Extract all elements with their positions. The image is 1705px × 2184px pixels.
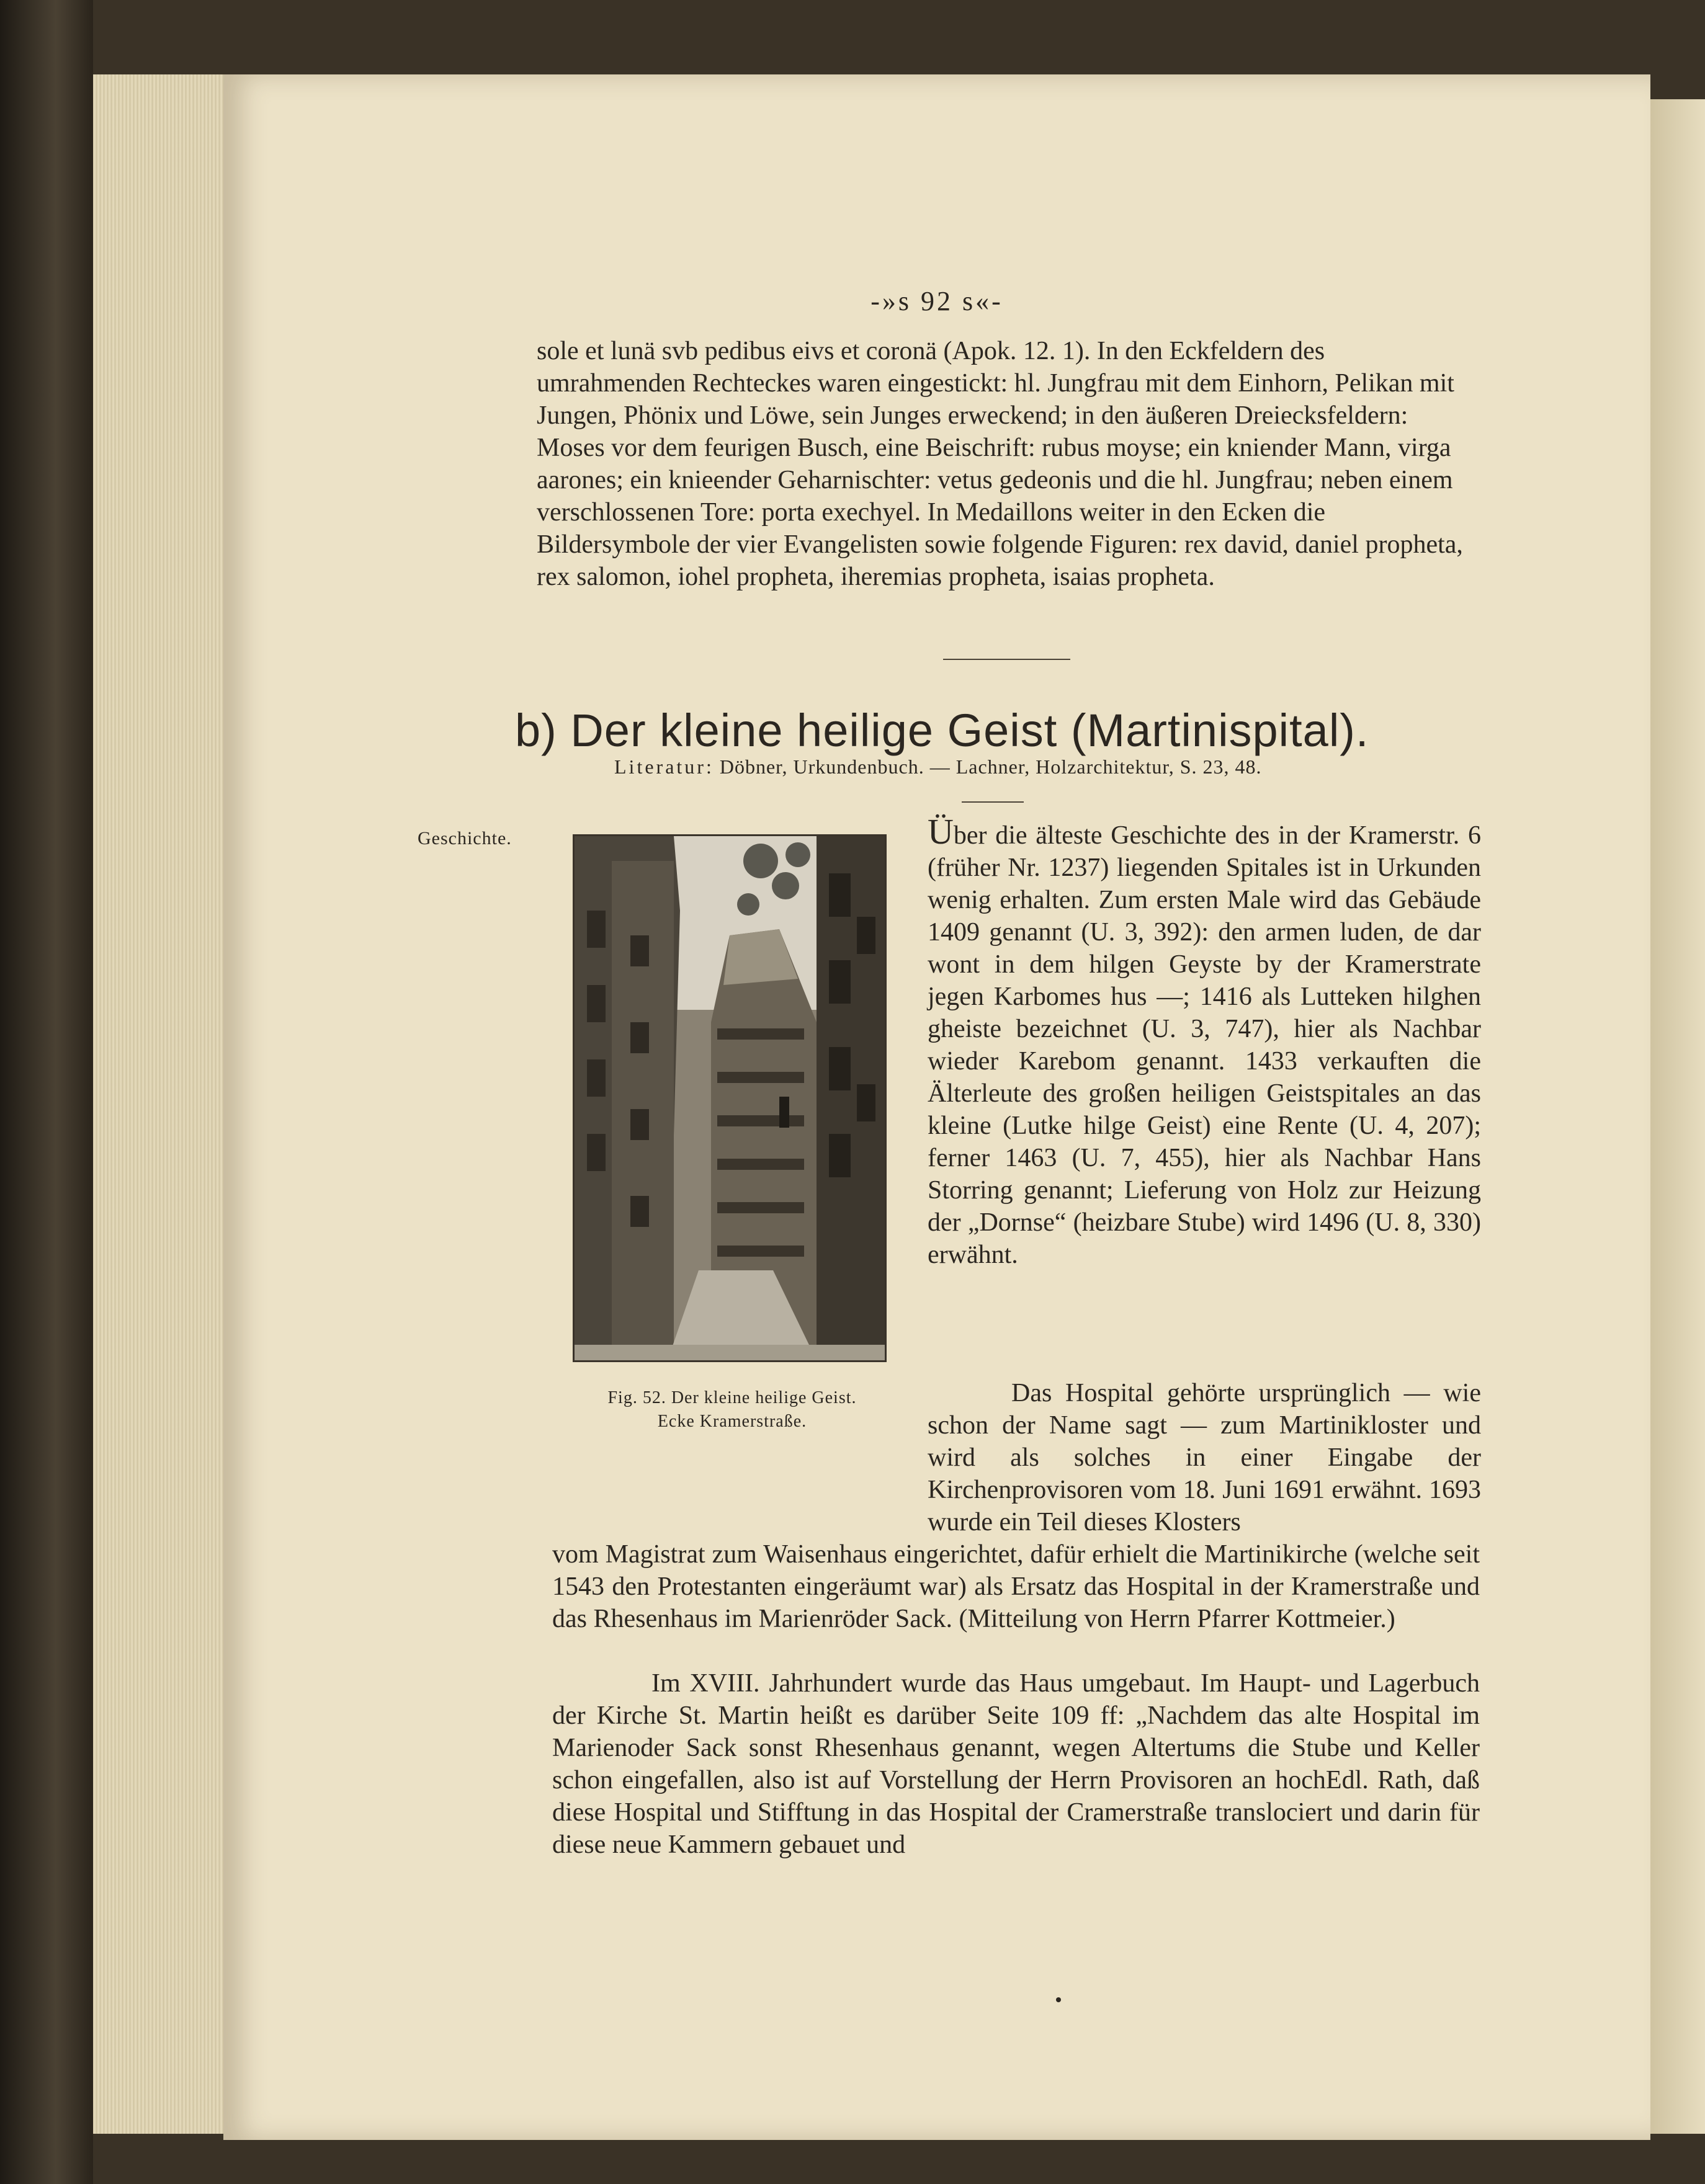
street-photo-illustration xyxy=(575,836,885,1360)
section-heading: b) Der kleine heilige Geist (Martinispital). xyxy=(515,705,1369,756)
paragraph-2-wide: vom Magistrat zum Waisenhaus eingerichtet, dafür erhielt die Martinikirche (welche seit 1543 den Protestanten eingeräumt war) als Ersatz das Hospital in der Kramerstraße und das Rhesenhaus im Marienröder Sack. (Mitteilung von Herrn Pfarrer Kottmeier.) xyxy=(552,1540,1480,1633)
page-number: -»s 92 s«- xyxy=(870,286,1003,316)
paragraph-1 xyxy=(928,811,1481,1271)
divider-rule-1 xyxy=(943,659,1070,660)
literature-label: Literatur: xyxy=(614,755,714,778)
divider-rule-2 xyxy=(962,801,1024,803)
figure-photo-street xyxy=(573,834,887,1362)
paragraph-1-text: ber die älteste Geschichte des in der Kramerstr. 6 (früher Nr. 1237) liegenden Spitales ist in Urkunden wenig erhalten. Zum ersten Male wird das Gebäude 1409 genannt (U. 3, 392): den armen luden, de dar wont in dem hilgen Geyste by der Kramerstrate jegen Karbomes hus —; 1416 als Lutteken hilghen gheiste bezeichnet (U. 3, 747), hier als Nachbar wieder Karebom genannt. 1433 verkauften die Älterleute des großen heiligen Geistspitales an das kleine (Lutke hilge Geist) eine Rente (U. 4, 207); ferner 1463 (U. 7, 455), hier als Nachbar Hans Storring genannt; Lieferung von Holz zur Heizung der „Dornse“ (heizbare Stube) wird 1496 (U. 8, 330) erwähnt. xyxy=(928,821,1481,1269)
figure-caption xyxy=(558,1386,906,1433)
caption-line-1: Fig. 52. Der kleine heilige Geist. xyxy=(607,1388,857,1407)
literature-line xyxy=(614,755,1262,778)
paragraph-2-narrow: Das Hospital gehörte ursprünglich — wie schon der Name sagt — zum Martinikloster und wird als solches in einer Eingabe der Kirchenprovisoren vom 18. Juni 1691 erwähnt. 1693 wurde ein Teil dieses Klosters xyxy=(928,1379,1481,1536)
caption-line-2: Ecke Kramerstraße. xyxy=(657,1412,807,1431)
book-page xyxy=(223,74,1650,2140)
book-cover-edge xyxy=(0,0,93,2184)
margin-note: Geschichte. xyxy=(418,828,512,849)
ink-dot xyxy=(1056,1997,1061,2002)
top-paragraph: sole et lunä svb pedibus eivs et coronä (Apok. 12. 1). In den Eckfeldern des umrahmenden Rechteckes waren eingestickt: hl. Jungfrau mit dem Einhorn, Pelikan mit Jungen, Phönix und Löwe, sein Junges erweckend; in den äußeren Dreiecksfeldern: Moses vor dem feurigen Busch, eine Beischrift: rubus moyse; ein kniender Mann, virga aarones; ein knieender Geharnischter: vetus gedeonis und die hl. Jungfrau; neben einem verschlossenen Tore: porta exechyel. In Medaillons weiter in den Ecken die Bildersymbole der vier Evangelisten sowie folgende Figuren: rex david, daniel propheta, rex salomon, iohel propheta, iheremias propheta, isaias propheta. xyxy=(537,337,1463,591)
adjacent-page-edge xyxy=(1650,99,1705,2134)
drop-cap: Ü xyxy=(928,811,954,852)
page-stack-edge xyxy=(93,74,236,2134)
literature-text: Döbner, Urkundenbuch. — Lachner, Holzarchitektur, S. 23, 48. xyxy=(719,755,1262,778)
paragraph-3: Im XVIII. Jahrhundert wurde das Haus umgebaut. Im Haupt- und Lagerbuch der Kirche St. Martin heißt es darüber Seite 109 ff: „Nachdem das alte Hospital im Marienoder Sack sonst Rhesenhaus genannt, wegen Altertums die Stube und Keller schon eingefallen, also ist auf Vorstellung der Herrn Provisoren an hochEdl. Rath, daß diese Hospital und Stifftung in das Hospital der Cramerstraße translociert und darin für diese neue Kammern gebauet und xyxy=(552,1669,1480,1859)
